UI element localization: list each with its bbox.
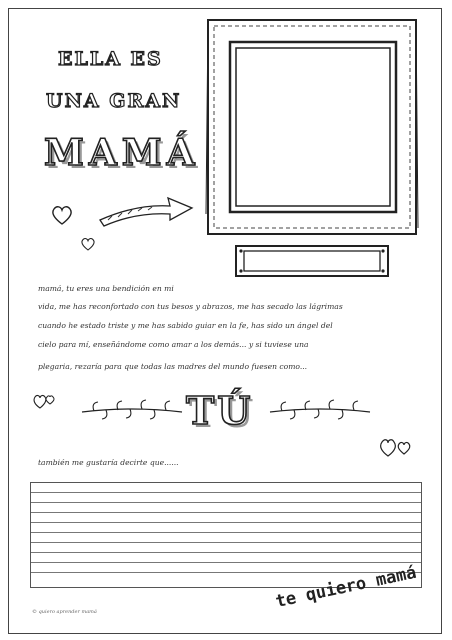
writing-lines [30,482,422,588]
body-line-5: plegaria, rezaría para que todas las madres del mundo fuesen como... [38,362,308,371]
name-plaque [232,242,392,280]
double-heart-icon [32,392,58,412]
double-heart-icon [378,434,414,462]
heading-line-2: UNA GRAN [46,90,182,112]
center-word: TÚ [186,388,254,433]
photo-frame [204,14,424,240]
heading-line-1: ELLA ES [58,48,163,70]
body-line-3: cuando he estado triste y me has sabido guiar en la fe, has sido un ángel del [38,321,333,330]
footer-credit: © quiero aprender mamá [32,609,97,615]
heading-line-3: MAMÁ [44,132,200,174]
body-line-4: cielo para mí, enseñándome como amar a los demás... y si tuviese una [38,340,309,349]
footer-signature: te quiero mamá [273,562,419,612]
prompt-text: también me gustaría decirte que...... [38,458,179,467]
arrow-icon [96,190,196,230]
heart-icon [80,236,96,252]
body-line-2: vida, me has reconfortado con tus besos y abrazos, me has secado las lágrimas [38,302,343,311]
vine-ornament [268,398,372,426]
vine-ornament [80,398,184,426]
body-line-1: mamá, tu eres una bendición en mi [38,284,174,293]
heart-icon [50,204,74,226]
